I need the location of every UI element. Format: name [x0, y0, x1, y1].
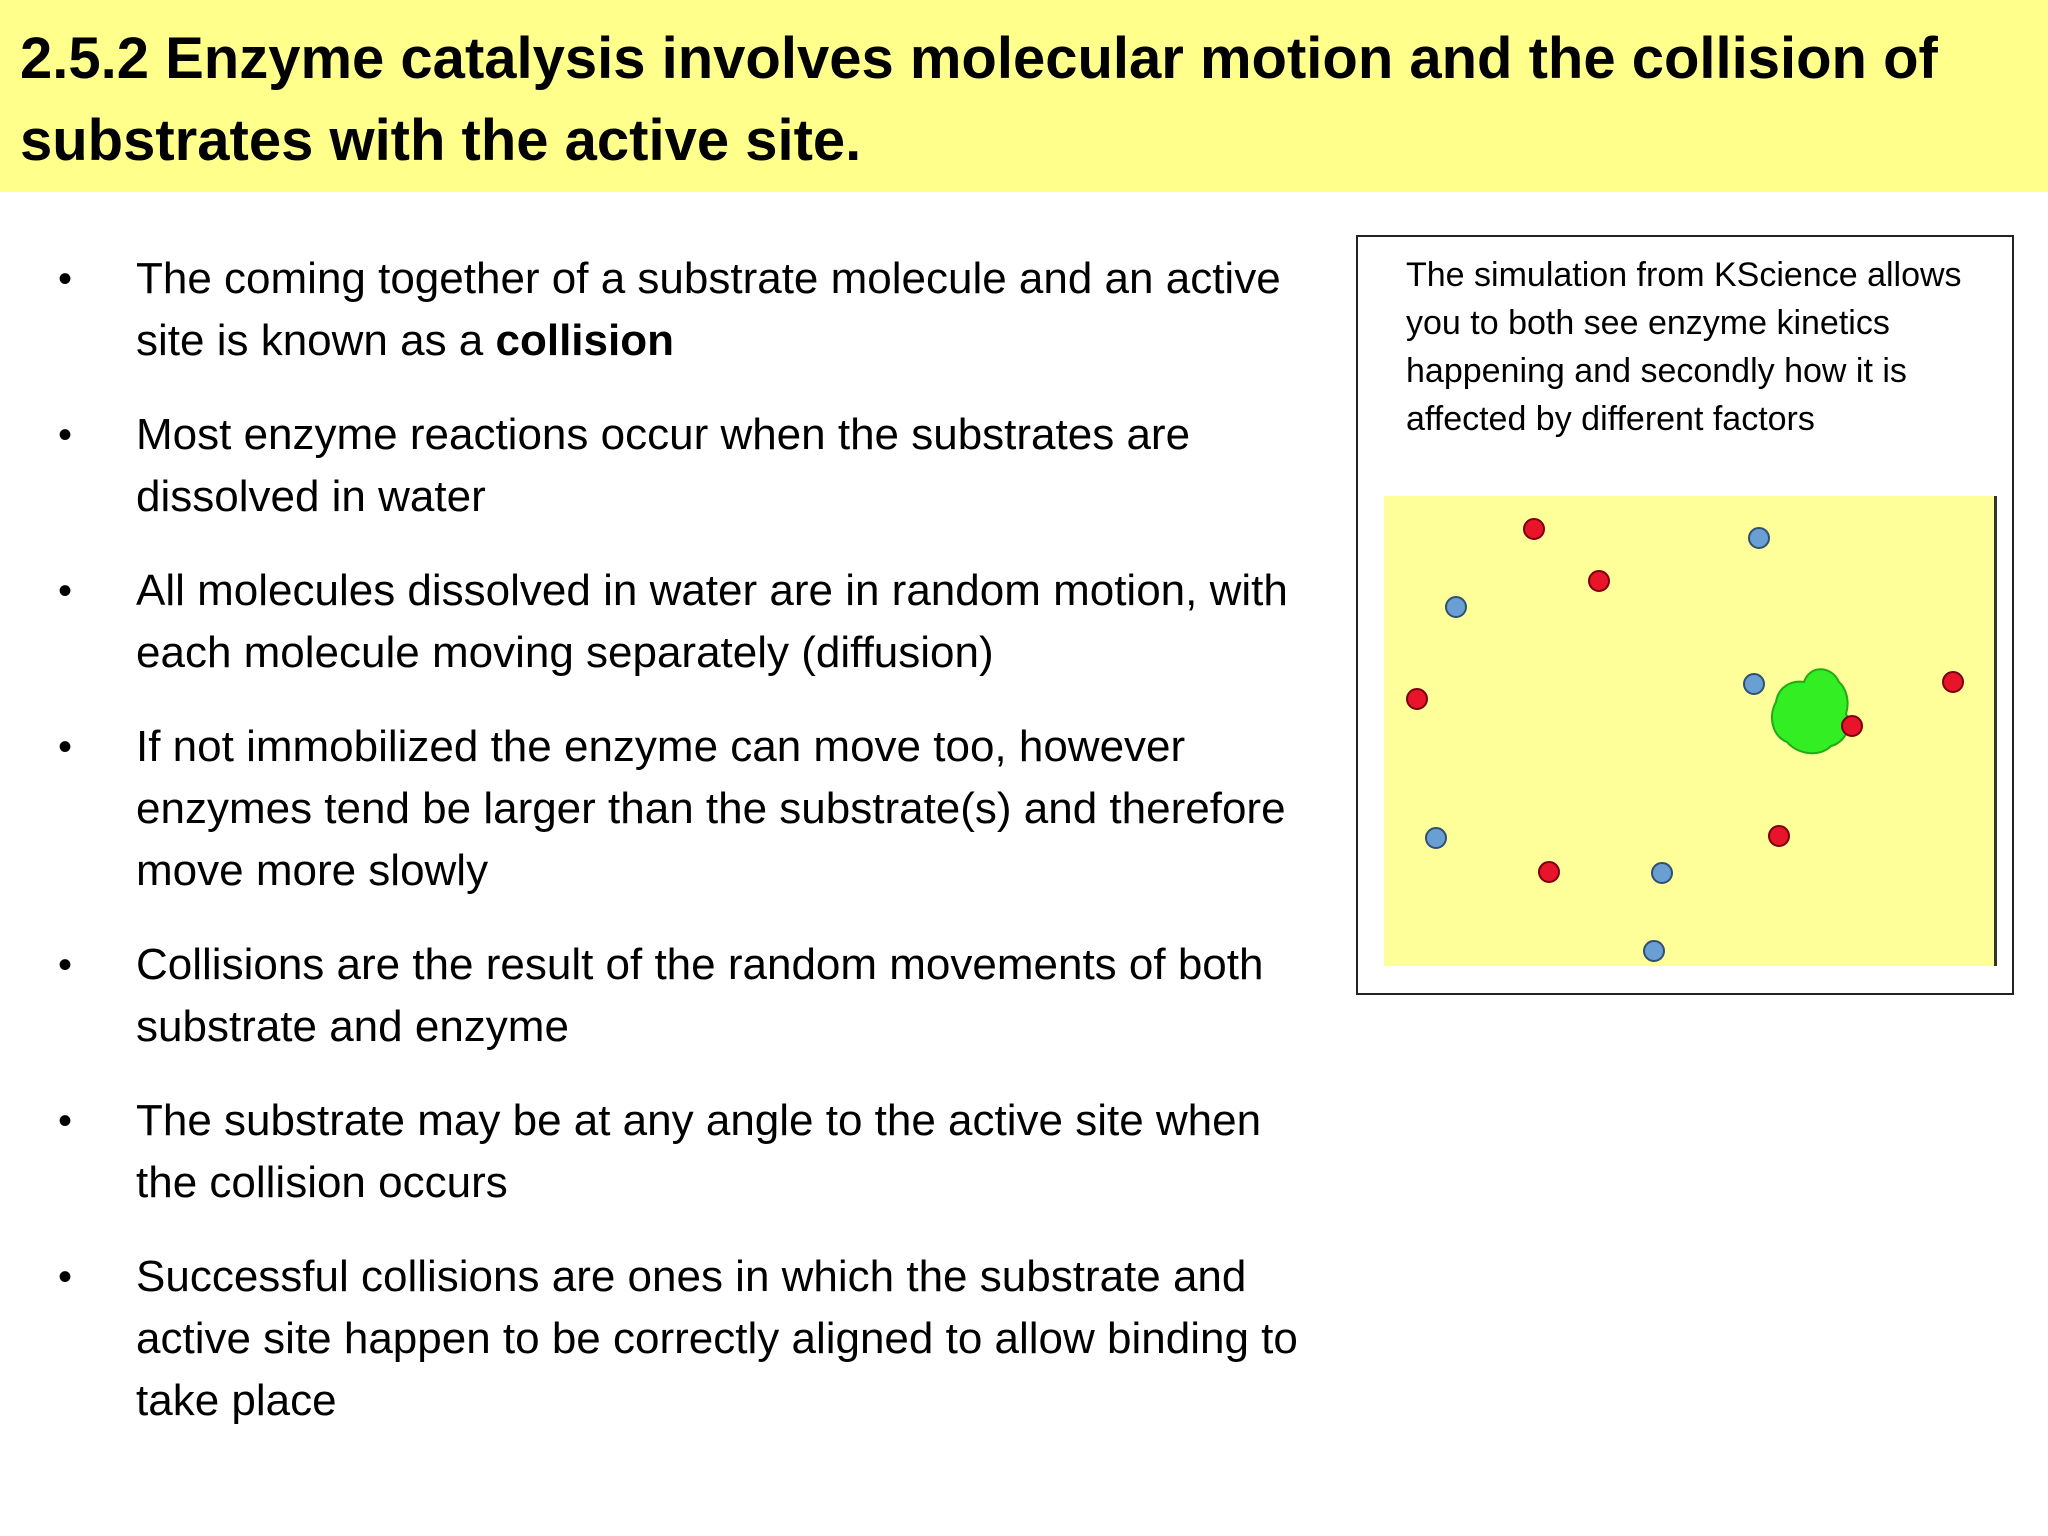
- substrate-molecule-blue: [1652, 863, 1672, 883]
- bullet-glyph: •: [58, 1099, 73, 1143]
- simulation-box: [1356, 235, 2014, 995]
- bullet-text: The substrate may be at any angle to the active site when the collision occurs: [136, 1096, 1262, 1207]
- substrate-molecule-red: [1539, 862, 1559, 882]
- substrate-molecule-red: [1589, 571, 1609, 591]
- bullet-text: Most enzyme reactions occur when the substrates are dissolved in water: [136, 410, 1191, 521]
- substrate-molecule-red: [1524, 519, 1544, 539]
- substrate-molecule-blue: [1644, 941, 1664, 961]
- bullet-text: All molecules dissolved in water are in random motion, with each molecule moving separately (diffusion): [136, 566, 1288, 677]
- bullet-glyph: •: [58, 569, 73, 613]
- bullet-glyph: •: [58, 943, 73, 987]
- slide-title: 2.5.2 Enzyme catalysis involves molecular motion and the collision of substrates with the active site.: [20, 26, 1938, 173]
- simulation-illustration: [1384, 496, 1994, 966]
- substrate-molecule-blue: [1446, 597, 1466, 617]
- substrate-molecule-red: [1769, 826, 1789, 846]
- simulation-image: [1384, 496, 1997, 966]
- bullet-glyph: •: [58, 1255, 73, 1299]
- bullet-item: [52, 716, 1312, 902]
- bullet-text: The coming together of a substrate molecule and an active site is known as a: [136, 254, 1281, 365]
- bullet-text: Collisions are the result of the random movements of both substrate and enzyme: [136, 940, 1264, 1051]
- bullet-item: [52, 934, 1312, 1058]
- substrate-molecule-blue: [1749, 528, 1769, 548]
- bullet-item: [52, 404, 1312, 528]
- title-bar: [0, 0, 2048, 192]
- bound-substrate-red: [1842, 716, 1862, 736]
- substrate-molecule-blue: [1426, 828, 1446, 848]
- bullet-item: [52, 1246, 1312, 1432]
- bullet-bold-term: collision: [495, 316, 674, 365]
- bullet-glyph: •: [58, 413, 73, 457]
- substrate-molecule-red: [1407, 689, 1427, 709]
- bullet-text: If not immobilized the enzyme can move too, however enzymes tend be larger than the substrate(s) and therefore move more slowly: [136, 722, 1286, 895]
- substrate-molecule-blue: [1744, 674, 1764, 694]
- simulation-caption: The simulation from KScience allows you to both see enzyme kinetics happening and secondly how it is affected by different factors: [1406, 256, 1962, 438]
- bullet-glyph: •: [58, 257, 73, 301]
- bullet-item: [52, 1090, 1312, 1214]
- bullet-item: [52, 560, 1312, 684]
- bullet-glyph: •: [58, 725, 73, 769]
- enzyme-blob: [1772, 669, 1849, 753]
- bullet-list: [52, 248, 1312, 1464]
- bullet-item: [52, 248, 1312, 372]
- bullet-text: Successful collisions are ones in which the substrate and active site happen to be correctly aligned to allow binding to take place: [136, 1252, 1298, 1425]
- substrate-molecule-red: [1943, 672, 1963, 692]
